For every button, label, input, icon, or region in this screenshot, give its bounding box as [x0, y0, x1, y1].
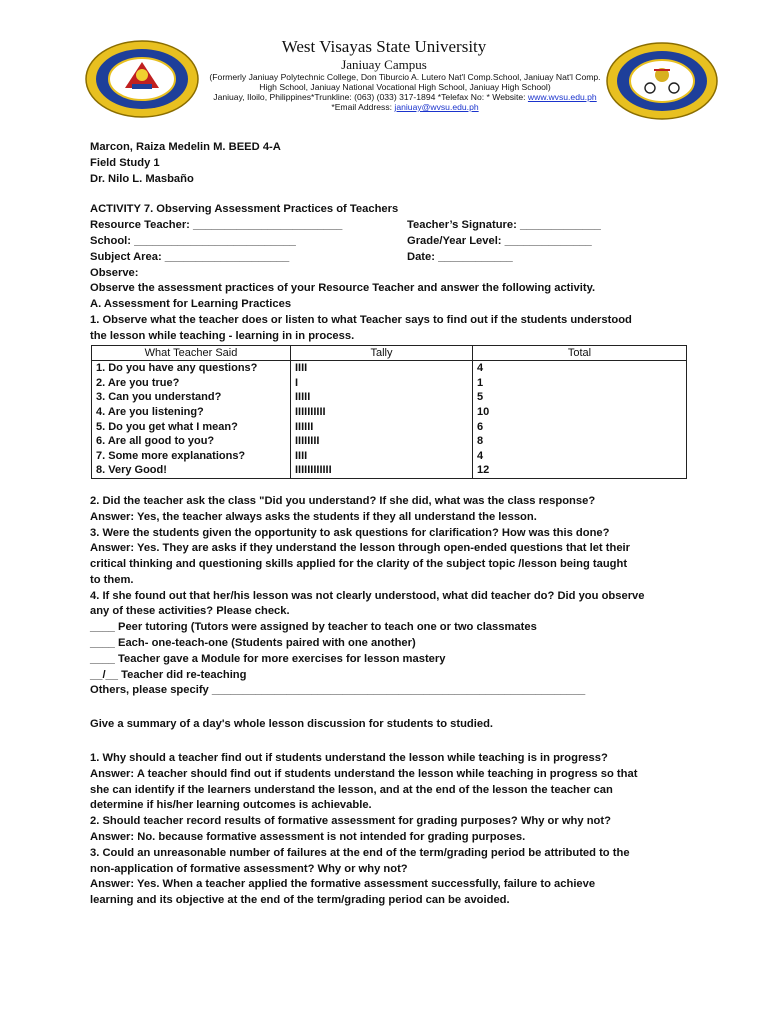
said-cell: 6. Are all good to you? — [92, 434, 291, 449]
question-1-line-1: 1. Observe what the teacher does or listen to what Teacher says to find out if the students understood — [90, 313, 632, 326]
address-text: Janiuay, Iloilo, Philippines*Trunkline: (063) (033) 317-1894 *Telefax No: — [213, 92, 485, 102]
reflection-1-question: 1. Why should a teacher find out if students understand the lesson while teaching is in progress? — [90, 752, 608, 765]
said-cell: 2. Are you true? — [92, 376, 291, 391]
total-cell: 1 — [473, 376, 687, 391]
tally-cell: IIII — [291, 361, 473, 376]
instructions-text: Observe the assessment practices of your Resource Teacher and answer the following activity. — [90, 282, 596, 295]
activity-title: ACTIVITY 7. Observing Assessment Practices of Teachers — [90, 203, 399, 216]
tally-cell: IIII — [291, 449, 473, 464]
grade-field: Grade/Year Level: ______________ — [407, 234, 592, 247]
total-cell: 5 — [473, 390, 687, 405]
answer-3-line-2: critical thinking and questioning skills applied for the clarity of the subject topic /lesson being taught — [90, 558, 628, 571]
said-cell: 3. Can you understand? — [92, 390, 291, 405]
said-cell: 8. Very Good! — [92, 463, 291, 478]
said-cell: 1. Do you have any questions? — [92, 361, 291, 376]
table-row — [92, 376, 687, 391]
option-module: ____ Teacher gave a Module for more exercises for lesson mastery — [90, 652, 446, 665]
option-re-teaching: __/__ Teacher did re-teaching — [90, 668, 247, 681]
total-cell: 10 — [473, 405, 687, 420]
reflection-1-answer-line-3: determine if his/her learning outcomes is achievable. — [90, 799, 372, 812]
instructor-name: Dr. Nilo L. Masbaño — [90, 172, 194, 185]
campus-name: Janiuay Campus — [341, 57, 427, 72]
total-cell: 8 — [473, 434, 687, 449]
date-field: Date: ____________ — [407, 250, 513, 263]
option-peer-tutoring: ____ Peer tutoring (Tutors were assigned by teacher to teach one or two classmates — [90, 621, 537, 634]
table-row — [92, 420, 687, 435]
tally-cell: IIIIIIII — [291, 434, 473, 449]
said-cell: 4. Are you listening? — [92, 405, 291, 420]
total-cell: 12 — [473, 463, 687, 478]
reflection-2-question: 2. Should teacher record results of formative assessment for grading purposes? Why or why not? — [90, 815, 611, 828]
tally-cell: IIIII — [291, 390, 473, 405]
formerly-text: (Formerly Janiuay Polytechnic College, Don Tiburcio A. Lutero Nat'l Comp.School, Janiuay Nat'l Comp. High School, Janiuay National Vocational High School, Janiuay High School) — [209, 72, 601, 92]
tally-cell: I — [291, 376, 473, 391]
tally-table — [91, 345, 687, 479]
col-header-tally: Tally — [291, 345, 473, 361]
signature-field: Teacher’s Signature: _____________ — [407, 219, 601, 232]
question-1-line-2: the lesson while teaching - learning in in process. — [90, 329, 355, 342]
question-2: 2. Did the teacher ask the class "Did you understand? If she did, what was the class response? — [90, 494, 596, 507]
question-4-line-2: any of these activities? Please check. — [90, 605, 290, 618]
answer-3-line-3: to them. — [90, 573, 134, 586]
summary-prompt: Give a summary of a day's whole lesson discussion for students to studied. — [90, 718, 494, 731]
reflection-1-answer-line-1: Answer: A teacher should find out if students understand the lesson while teaching in progress so that — [90, 767, 638, 780]
email-link[interactable]: janiuay@wvsu.edu.ph — [394, 102, 479, 112]
subject-field: Subject Area: ____________________ — [90, 250, 290, 263]
said-cell: 7. Some more explanations? — [92, 449, 291, 464]
table-row — [92, 361, 687, 376]
tally-cell: IIIIIIIIIIII — [291, 463, 473, 478]
table-row — [92, 449, 687, 464]
resource-teacher-field: Resource Teacher: ________________________ — [90, 219, 343, 232]
student-name: Marcon, Raiza Medelin M. BEED 4-A — [90, 141, 281, 153]
col-header-said: What Teacher Said — [92, 345, 291, 361]
total-cell: 4 — [473, 361, 687, 376]
said-cell: 5. Do you get what I mean? — [92, 420, 291, 435]
reflection-3-answer-line-1: Answer: Yes. When a teacher applied the formative assessment successfully, failure to achieve — [90, 878, 596, 891]
school-field: School: __________________________ — [90, 234, 296, 247]
document-body — [90, 140, 690, 909]
reflection-3-question-line-1: 3. Could an unreasonable number of failures at the end of the term/grading period be attributed to the — [90, 846, 630, 859]
total-cell: 6 — [473, 420, 687, 435]
question-4-line-1: 4. If she found out that her/his lesson was not clearly understood, what did teacher do? Did you observe — [90, 589, 645, 602]
reflection-1-answer-line-2: she can identify if the learners understand the lesson, and at the end of the lesson the teacher can — [90, 783, 613, 796]
answer-2: Answer: Yes, the teacher always asks the students if they all understand the lesson. — [90, 510, 537, 523]
reflection-3-answer-line-2: learning and its objective at the end of the term/grading period can be avoided. — [90, 894, 510, 907]
university-name: West Visayas State University — [281, 37, 487, 56]
answer-3-line-1: Answer: Yes. They are asks if they understand the lesson through open-ended questions that let their — [90, 542, 631, 555]
table-row — [92, 434, 687, 449]
reflection-3-question-line-2: non-application of formative assessment? Why or why not? — [90, 862, 408, 875]
table-row — [92, 390, 687, 405]
website-link[interactable]: www.wvsu.edu.ph — [527, 92, 597, 102]
observe-label: Observe: — [90, 266, 139, 279]
reflection-2-answer: Answer: No. because formative assessment is not intended for grading purposes. — [90, 831, 526, 844]
tally-cell: IIIIIIIIII — [291, 405, 473, 420]
website-label: * Website: — [486, 92, 528, 102]
total-cell: 4 — [473, 449, 687, 464]
option-each-one-teach-one: ____ Each- one-teach-one (Students paired with one another) — [90, 637, 416, 650]
email-label: *Email Address: — [331, 102, 395, 112]
section-a-heading: A. Assessment for Learning Practices — [90, 298, 292, 311]
col-header-total: Total — [473, 345, 687, 361]
tally-cell: IIIIII — [291, 420, 473, 435]
course-name: Field Study 1 — [90, 156, 160, 169]
table-row — [92, 405, 687, 420]
table-row — [92, 463, 687, 478]
header-details — [205, 72, 605, 112]
others-specify: Others, please specify ____________________________________________________________ — [90, 684, 586, 697]
question-3: 3. Were the students given the opportunity to ask questions for clarification? How was this done? — [90, 526, 610, 539]
